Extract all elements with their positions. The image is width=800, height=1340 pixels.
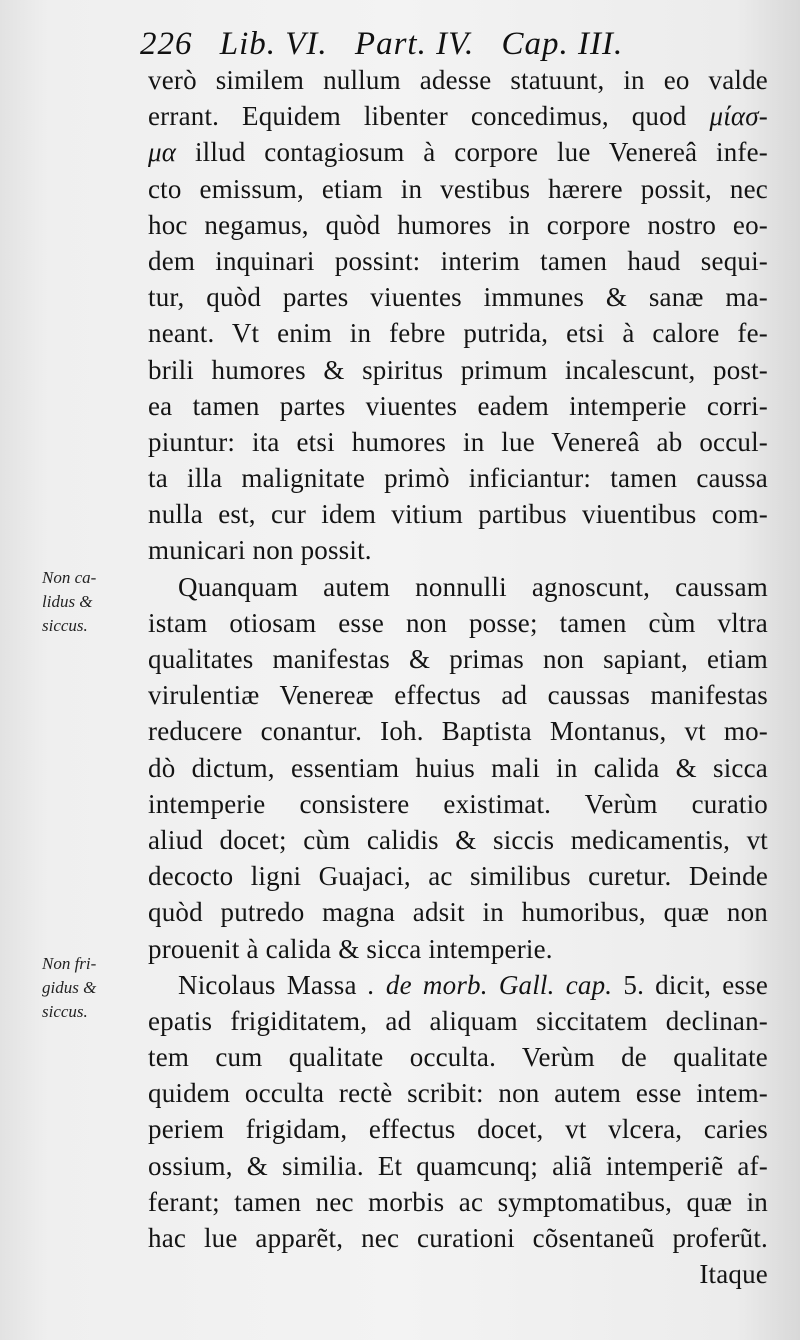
margin-note-line: Non fri- [42, 954, 97, 973]
running-head [140, 26, 641, 63]
margin-note-2 [42, 952, 96, 1024]
text-line: ea tamen partes viuentes eadem intemperie corri- [148, 390, 768, 421]
text-line: periem frigidam, effectus docet, vt vlcera, caries [148, 1114, 768, 1145]
text-line: epatis frigiditatem, ad aliquam siccitatem declinan- [148, 1005, 768, 1036]
text-line: ta illa malignitate primò inficiantur: tamen caussa [148, 463, 768, 494]
text-line: ossium, & similia. Et quamcunq; aliã intemperiẽ af- [148, 1150, 768, 1181]
catchword: Itaque [699, 1259, 768, 1290]
margin-note-line: siccus. [42, 1002, 88, 1021]
text-line: cto emissum, etiam in vestibus hærere possit, nec [148, 173, 768, 204]
text-line: μα illud contagiosum à corpore lue Venereâ infe- [148, 137, 768, 168]
text-line: aliud docet; cùm calidis & siccis medicamentis, vt [148, 824, 768, 855]
page-number: 226 [140, 26, 193, 62]
text-line: verò similem nullum adesse statuunt, in eo valde [148, 65, 768, 95]
margin-note-line: siccus. [42, 616, 88, 635]
text-line: errant. Equidem libenter concedimus, quod μίασ- [148, 101, 769, 132]
text-line: Quanquam autem nonnulli agnoscunt, caussam [178, 571, 768, 602]
chapter-label: Cap. III. [501, 26, 624, 62]
greek-word: μίασ- [709, 101, 769, 132]
text-line: brili humores & spiritus primum incalescunt, post- [148, 354, 768, 385]
text-line: nulla est, cur idem vitium partibus viuentibus com- [148, 499, 768, 530]
text-line: tur, quòd partes viuentes immunes & sanæ ma- [148, 282, 768, 313]
part-label: Part. IV. [354, 26, 475, 62]
margin-note-line: gidus & [42, 978, 97, 997]
text-line: quidem occulta rectè scribit: non autem esse intem- [148, 1078, 768, 1109]
greek-word: μα [148, 137, 177, 168]
text-line: istam otiosam esse non posse; tamen cùm vltra [148, 607, 768, 638]
text-line: hac lue apparẽt, nec curationi cõsentaneũ proferũt. [148, 1223, 768, 1253]
text-line: tem cum qualitate occulta. Verùm de qualitate [148, 1042, 768, 1073]
text-line: quòd putredo magna adsit in humoribus, quæ non [148, 897, 768, 928]
text-line: dem inquinari possint: interim tamen haud sequi- [148, 245, 768, 276]
margin-note-1 [42, 566, 96, 638]
text-line: piuntur: ita etsi humores in lue Venereâ ab occul- [148, 426, 768, 457]
book-label: Lib. VI. [219, 26, 328, 62]
text-line: qualitates manifestas & primas non sapiant, etiam [148, 644, 768, 674]
main-text [148, 62, 768, 1292]
text-line: decocto ligni Guajaci, ac similibus curetur. Deinde [148, 861, 768, 892]
text-line: dò dictum, essentiam huius mali in calida & sicca [148, 752, 768, 783]
text-line: neant. Vt enim in febre putrida, etsi à calore fe- [148, 318, 768, 349]
text-line: Nicolaus Massa . de morb. Gall. cap. 5. dicit, esse [178, 969, 768, 1000]
text-line: virulentiæ Venereæ effectus ad caussas manifestas [148, 680, 768, 711]
text-line: municari non possit. [148, 535, 372, 566]
text-line: ferant; tamen nec morbis ac symptomatibus, quæ in [148, 1186, 768, 1217]
text-line: hoc negamus, quòd humores in corpore nostro eo- [148, 209, 768, 240]
text-line: reducere conantur. Ioh. Baptista Montanus, vt mo- [148, 716, 768, 747]
margin-note-line: lidus & [42, 592, 93, 611]
text-line: prouenit à calida & sicca intemperie. [148, 933, 553, 964]
citation: . de morb. Gall. cap. [367, 969, 613, 1000]
margin-note-line: Non ca- [42, 568, 97, 587]
text-line: intemperie consistere existimat. Verùm curatio [148, 788, 768, 819]
